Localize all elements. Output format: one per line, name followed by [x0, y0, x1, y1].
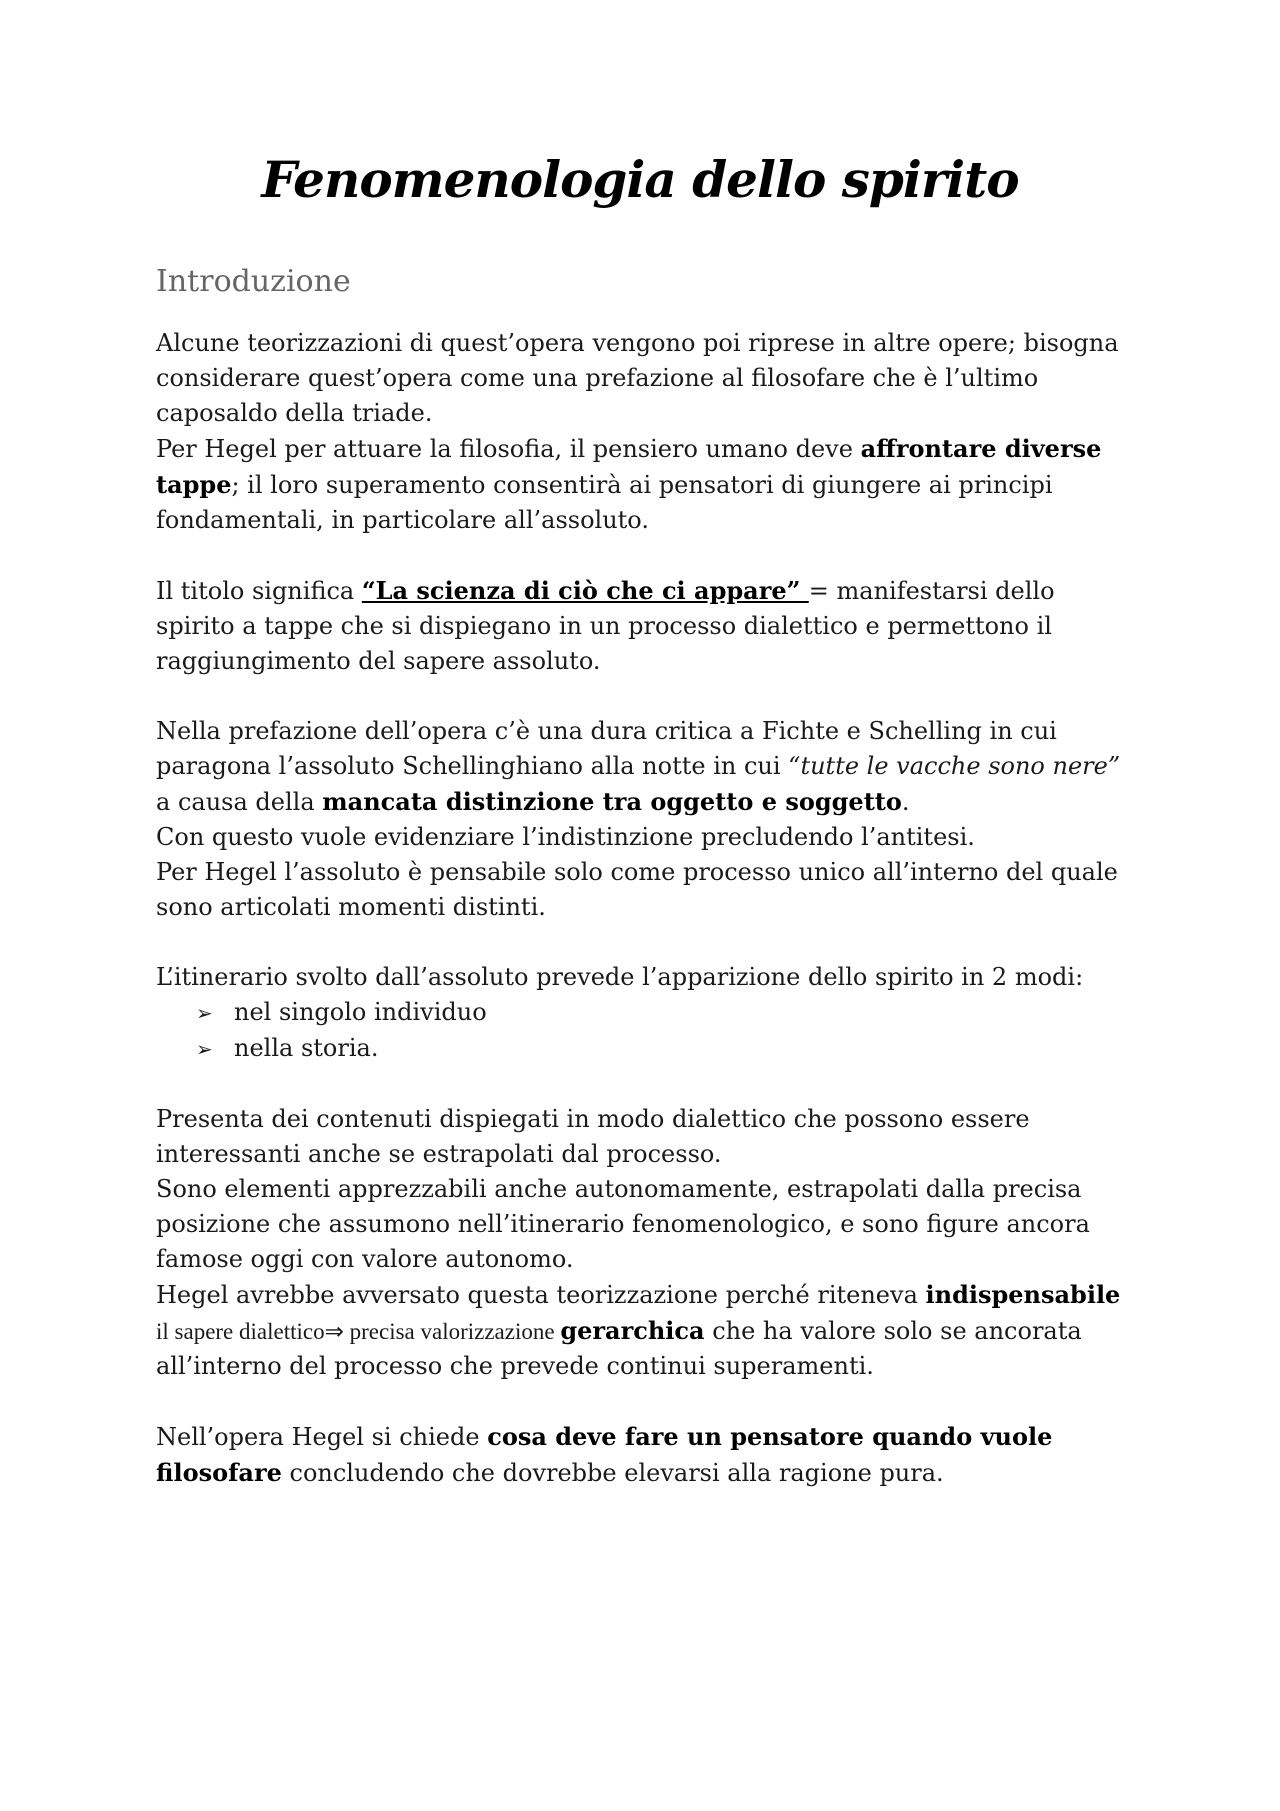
paragraph-3-text-a: Il titolo significa — [156, 577, 362, 605]
paragraph-6-text-e: che ha valore solo se ancorata all’interno del processo che prevede continui superamenti. — [156, 1317, 1082, 1380]
paragraph-spacer — [156, 1067, 1136, 1102]
paragraph-spacer — [156, 925, 1136, 960]
paragraph-7-bold: cosa deve fare un pensatore quando vuole filosofare — [156, 1422, 1053, 1487]
paragraph-2-bold: affrontare diverse tappe — [156, 434, 1102, 499]
paragraph-4-text-c: a causa della — [156, 788, 323, 816]
paragraph-7-text-c: concludendo che dovrebbe elevarsi alla ragione pura. — [281, 1459, 944, 1487]
paragraph-2 — [156, 431, 1136, 538]
paragraph-6-line-3 — [156, 1277, 1136, 1384]
paragraph-7-text-a: Nell’opera Hegel si chiede — [156, 1423, 488, 1451]
paragraph-spacer — [156, 538, 1136, 573]
paragraph-4 — [156, 714, 1136, 820]
paragraph-6-handwritten: il sapere dialettico⇒ precisa valorizzazione — [156, 1319, 561, 1344]
title-meaning-quote: “La scienza di ciò che ci appare” — [361, 576, 809, 605]
paragraph-1-line-3: l’ultimo caposaldo della triade. — [156, 364, 1039, 427]
list-item — [196, 995, 1136, 1031]
paragraph-7 — [156, 1419, 1136, 1491]
arrowhead-icon: ➢ — [196, 1037, 213, 1061]
paragraph-4-line-3: Per Hegel l’assoluto è pensabile solo come processo unico all’interno del quale sono articolati momenti distinti. — [156, 858, 1118, 921]
list-item-label: nel singolo individuo — [234, 998, 487, 1026]
paragraph-4-text-a: Nella prefazione dell’opera c’è una dura critica a Fichte e Schelling in cui paragona l’assoluto Schellinghiano alla notte in cui — [156, 717, 1057, 780]
document-title: Fenomenologia dello spirito — [261, 150, 1019, 209]
paragraph-4-bold: mancata distinzione tra oggetto e soggetto — [322, 787, 902, 816]
paragraph-3 — [156, 573, 1136, 679]
arrowhead-icon: ➢ — [196, 1001, 213, 1025]
paragraph-1-line-2: bisogna considerare quest’opera come una prefazione al filosofare che è — [156, 329, 1119, 392]
paragraph-6-bold-1: indispensabile — [925, 1280, 1121, 1309]
paragraph-spacer — [156, 679, 1136, 714]
paragraph-6-line-2: Sono elementi apprezzabili anche autonomamente, estrapolati dalla precisa posizione che assumono nell’itinerario fenomenologico, e sono figure ancora famose oggi con valore autonomo. — [156, 1175, 1090, 1273]
list-item — [196, 1031, 1136, 1067]
bullet-list — [156, 995, 1136, 1067]
paragraph-1-line-1: Alcune teorizzazioni di quest’opera vengono poi riprese in altre opere; — [156, 329, 1016, 357]
section-heading: Introduzione — [156, 264, 351, 299]
paragraph-2-text-c: ; il loro superamento consentirà ai pensatori di giungere ai principi fondamentali, in particolare all’assoluto. — [156, 471, 1053, 534]
paragraph-4-quote: “tutte le vacche sono nere” — [788, 752, 1121, 780]
paragraph-6-line-1: Presenta dei contenuti dispiegati in modo dialettico che possono essere interessanti anche se estrapolati dal processo. — [156, 1105, 1030, 1168]
paragraph-2-text-a: Per Hegel per attuare la filosofia, il pensiero umano deve — [156, 435, 861, 463]
paragraph-spacer — [156, 1384, 1136, 1419]
paragraph-3-text-c: = manifestarsi dello spirito a tappe che si dispiegano in un processo dialettico e permettono il raggiungimento del sapere assoluto. — [156, 577, 1055, 675]
paragraph-4-text-e: . — [901, 788, 910, 816]
paragraph-6-text-a: Hegel avrebbe avversato questa teorizzazione perché riteneva — [156, 1281, 926, 1309]
document-body — [156, 258, 1136, 1491]
paragraph-4-line-2: Con questo vuole evidenziare l’indistinzione precludendo l’antitesi. — [156, 823, 975, 851]
paragraph-5-intro: L’itinerario svolto dall’assoluto prevede l’apparizione dello spirito in 2 modi: — [156, 963, 1084, 991]
paragraph-6-bold-2: gerarchica — [560, 1316, 705, 1345]
paragraph-1 — [156, 326, 1136, 431]
list-item-label: nella storia. — [234, 1034, 379, 1062]
